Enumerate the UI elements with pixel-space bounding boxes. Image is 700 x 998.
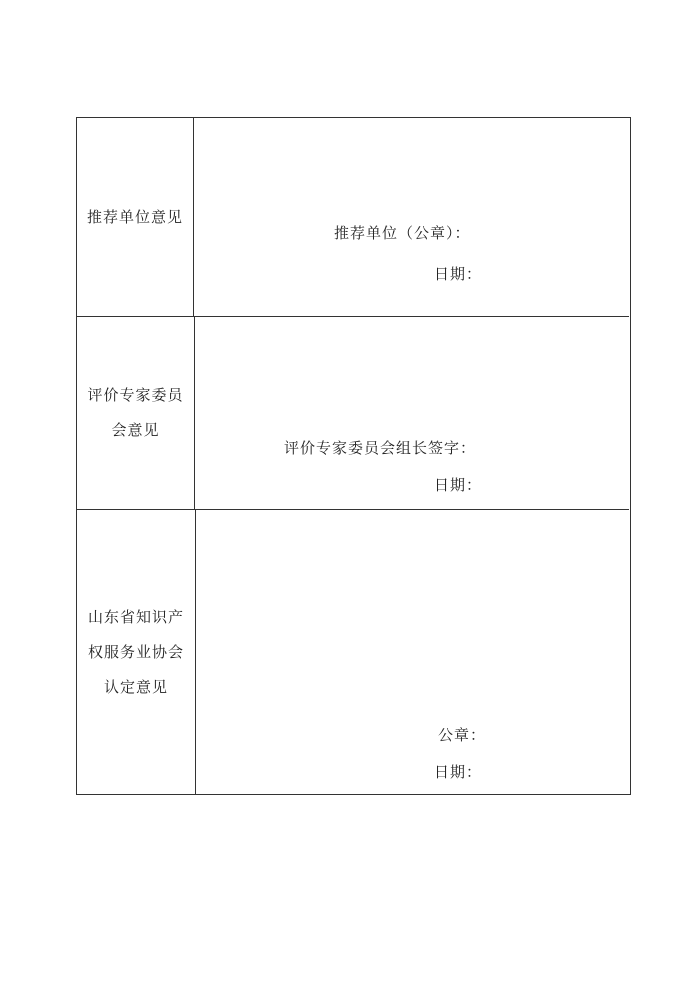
- label-line: 会意见: [111, 421, 160, 439]
- label-line: 评价专家委员: [87, 386, 184, 404]
- date-field-label: 日期：: [434, 476, 483, 494]
- opinion-table: [76, 117, 631, 795]
- recommending-unit-opinion-cell[interactable]: [194, 118, 629, 316]
- committee-leader-signature-label: 评价专家委员会组长签字：: [284, 439, 477, 457]
- association-row: [77, 510, 629, 794]
- association-opinion-cell[interactable]: [196, 510, 629, 794]
- label-line: 认定意见: [103, 677, 168, 696]
- label-line: 山东省知识产: [88, 607, 185, 626]
- recommending-unit-label-cell: [77, 118, 194, 316]
- association-label: [88, 600, 184, 705]
- association-label-cell: [77, 510, 196, 794]
- official-seal-field-label: 公章：: [438, 726, 487, 744]
- label-line: 权服务业协会: [88, 642, 185, 661]
- expert-committee-label: [88, 378, 184, 448]
- date-field-label: 日期：: [434, 265, 483, 283]
- recommending-unit-label: [87, 200, 183, 235]
- recommending-unit-row: [77, 118, 629, 317]
- date-field-label: 日期：: [434, 763, 483, 781]
- expert-committee-row: [77, 317, 629, 510]
- unit-seal-field-label: 推荐单位（公章）：: [334, 224, 471, 242]
- label-line: 推荐单位意见: [87, 207, 184, 226]
- expert-committee-opinion-cell[interactable]: [195, 317, 629, 509]
- expert-committee-label-cell: [77, 317, 195, 509]
